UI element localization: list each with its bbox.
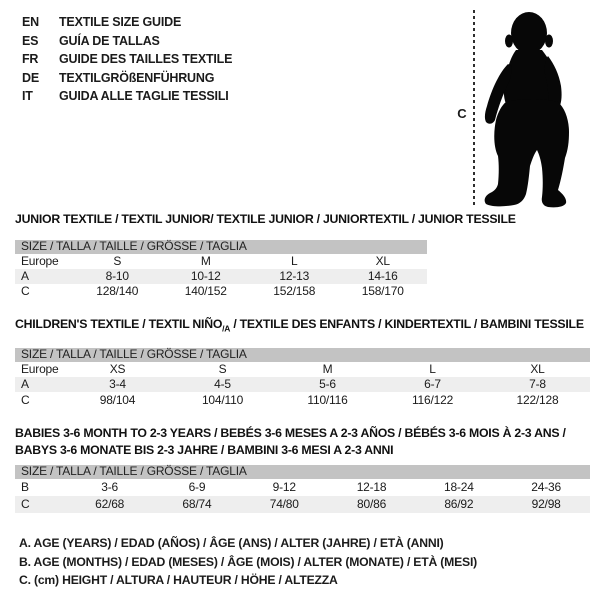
size-cell: 86/92: [444, 497, 474, 511]
babies-title-line1: BABIES 3-6 MONTH TO 2-3 YEARS / BEBÉS 3-6 MESES A 2-3 AÑOS / BÉBÉS 3-6 MOIS À 2-3 ANS /: [15, 426, 566, 440]
size-cell: 122/128: [516, 392, 559, 407]
size-cell: 24-36: [531, 480, 561, 494]
measurement-legend: [19, 536, 477, 592]
size-cell: 3-6: [101, 480, 119, 494]
size-cell: 9-12: [272, 480, 296, 494]
size-header-bar: SIZE / TALLA / TAILLE / GRÖSSE / TAGLIA: [15, 465, 590, 479]
table-row-height: [15, 284, 427, 299]
size-cell: XS: [109, 362, 126, 377]
table-row-europe: [15, 362, 590, 377]
lang-code: EN: [22, 15, 39, 30]
size-cell: XL: [375, 254, 390, 268]
lang-label: GUÍA DE TALLAS: [59, 33, 160, 48]
children-title-pre: CHILDREN'S TEXTILE / TEXTIL NIÑO: [15, 317, 223, 331]
babies-title-line2: BABYS 3-6 MONATE BIS 2-3 JAHRE / BAMBINI 3-6 MESI A 2-3 ANNI: [15, 442, 394, 457]
lang-row-fr: [22, 50, 232, 69]
size-cell: 6-7: [424, 377, 441, 392]
legend-line-b: B. AGE (MONTHS) / EDAD (MESES) / ÂGE (MOIS) / ALTER (MONATE) / ETÀ (MESI): [19, 554, 477, 569]
size-cell: 18-24: [443, 480, 474, 494]
size-cell: 6-9: [188, 480, 206, 494]
legend-line-c: C. (cm) HEIGHT / ALTURA / HAUTEUR / HÖHE / ALTEZZA: [19, 573, 338, 588]
children-size-table: [15, 348, 590, 407]
size-cell: XL: [530, 362, 545, 377]
size-cell: 140/152: [184, 284, 227, 298]
row-label: Europe: [21, 362, 59, 377]
language-guide: [22, 13, 232, 106]
size-cell: 12-13: [279, 269, 310, 283]
size-cell: 10-12: [190, 269, 221, 283]
row-label: A: [21, 377, 29, 392]
row-label: Europe: [21, 254, 59, 268]
size-cell: S: [218, 362, 227, 377]
babies-section-title: [15, 425, 566, 458]
table-row-europe: [15, 254, 427, 269]
size-cell: 98/104: [99, 392, 136, 407]
size-cell: 62/68: [95, 497, 125, 511]
lang-code: IT: [22, 89, 33, 104]
babies-size-table: [15, 465, 590, 513]
lang-code: DE: [22, 70, 39, 85]
lang-label: TEXTILE SIZE GUIDE: [59, 15, 182, 30]
size-cell: 128/140: [96, 284, 139, 298]
size-cell: 3-4: [109, 377, 126, 392]
row-label: C: [21, 392, 30, 407]
size-cell: 68/74: [182, 497, 212, 511]
size-cell: L: [291, 254, 298, 268]
lang-code: FR: [22, 52, 39, 67]
legend-line-a: A. AGE (YEARS) / EDAD (AÑOS) / ÂGE (ANS) / ALTER (JAHRE) / ETÀ (ANNI): [19, 536, 444, 550]
size-cell: M: [200, 254, 211, 268]
size-cell: 80/86: [357, 497, 387, 511]
size-cell: 12-18: [356, 480, 387, 494]
table-row-age: [15, 269, 427, 284]
children-section-title: [15, 317, 584, 333]
size-cell: 116/122: [411, 392, 454, 407]
size-cell: 5-6: [319, 377, 336, 392]
lang-row-es: [22, 32, 232, 51]
size-cell: 158/170: [361, 284, 404, 298]
lang-label: TEXTILGRÖßENFÜHRUNG: [59, 70, 215, 85]
lang-label: GUIDA ALLE TAGLIE TESSILI: [59, 89, 229, 104]
size-cell: S: [113, 254, 122, 268]
size-header-bar: SIZE / TALLA / TAILLE / GRÖSSE / TAGLIA: [15, 240, 427, 254]
table-row-height: [15, 392, 590, 407]
table-row-age-months: [15, 479, 590, 496]
height-measure-label: C: [457, 106, 467, 121]
junior-size-table: [15, 240, 427, 299]
size-cell: 74/80: [269, 497, 299, 511]
row-label: A: [21, 269, 29, 283]
height-measure-dotted-line: [473, 10, 475, 206]
size-cell: 8-10: [105, 269, 129, 283]
size-cell: L: [429, 362, 436, 377]
junior-section-title: JUNIOR TEXTILE / TEXTIL JUNIOR/ TEXTILE JUNIOR / JUNIORTEXTIL / JUNIOR TESSILE: [15, 212, 516, 226]
size-cell: 7-8: [529, 377, 546, 392]
lang-row-it: [22, 87, 232, 106]
table-row-height: [15, 496, 590, 513]
lang-row-en: [22, 13, 232, 32]
row-label: C: [21, 497, 30, 511]
size-cell: 14-16: [367, 269, 398, 283]
baby-silhouette-image: [482, 8, 592, 210]
size-cell: 152/158: [273, 284, 316, 298]
size-cell: M: [322, 362, 333, 377]
table-row-age: [15, 377, 590, 392]
size-header-bar: SIZE / TALLA / TAILLE / GRÖSSE / TAGLIA: [15, 348, 590, 362]
lang-label: GUIDE DES TAILLES TEXTILE: [59, 52, 233, 67]
lang-row-de: [22, 69, 232, 88]
size-cell: 104/110: [201, 392, 244, 407]
size-cell: 4-5: [214, 377, 231, 392]
children-title-post: / TEXTILE DES ENFANTS / KINDERTEXTIL / BAMBINI TESSILE: [230, 317, 584, 331]
children-title-sub: /A: [222, 323, 231, 334]
size-cell: 92/98: [531, 497, 561, 511]
row-label: C: [21, 284, 30, 298]
lang-code: ES: [22, 33, 39, 48]
row-label: B: [21, 480, 29, 494]
size-cell: 110/116: [307, 392, 348, 407]
